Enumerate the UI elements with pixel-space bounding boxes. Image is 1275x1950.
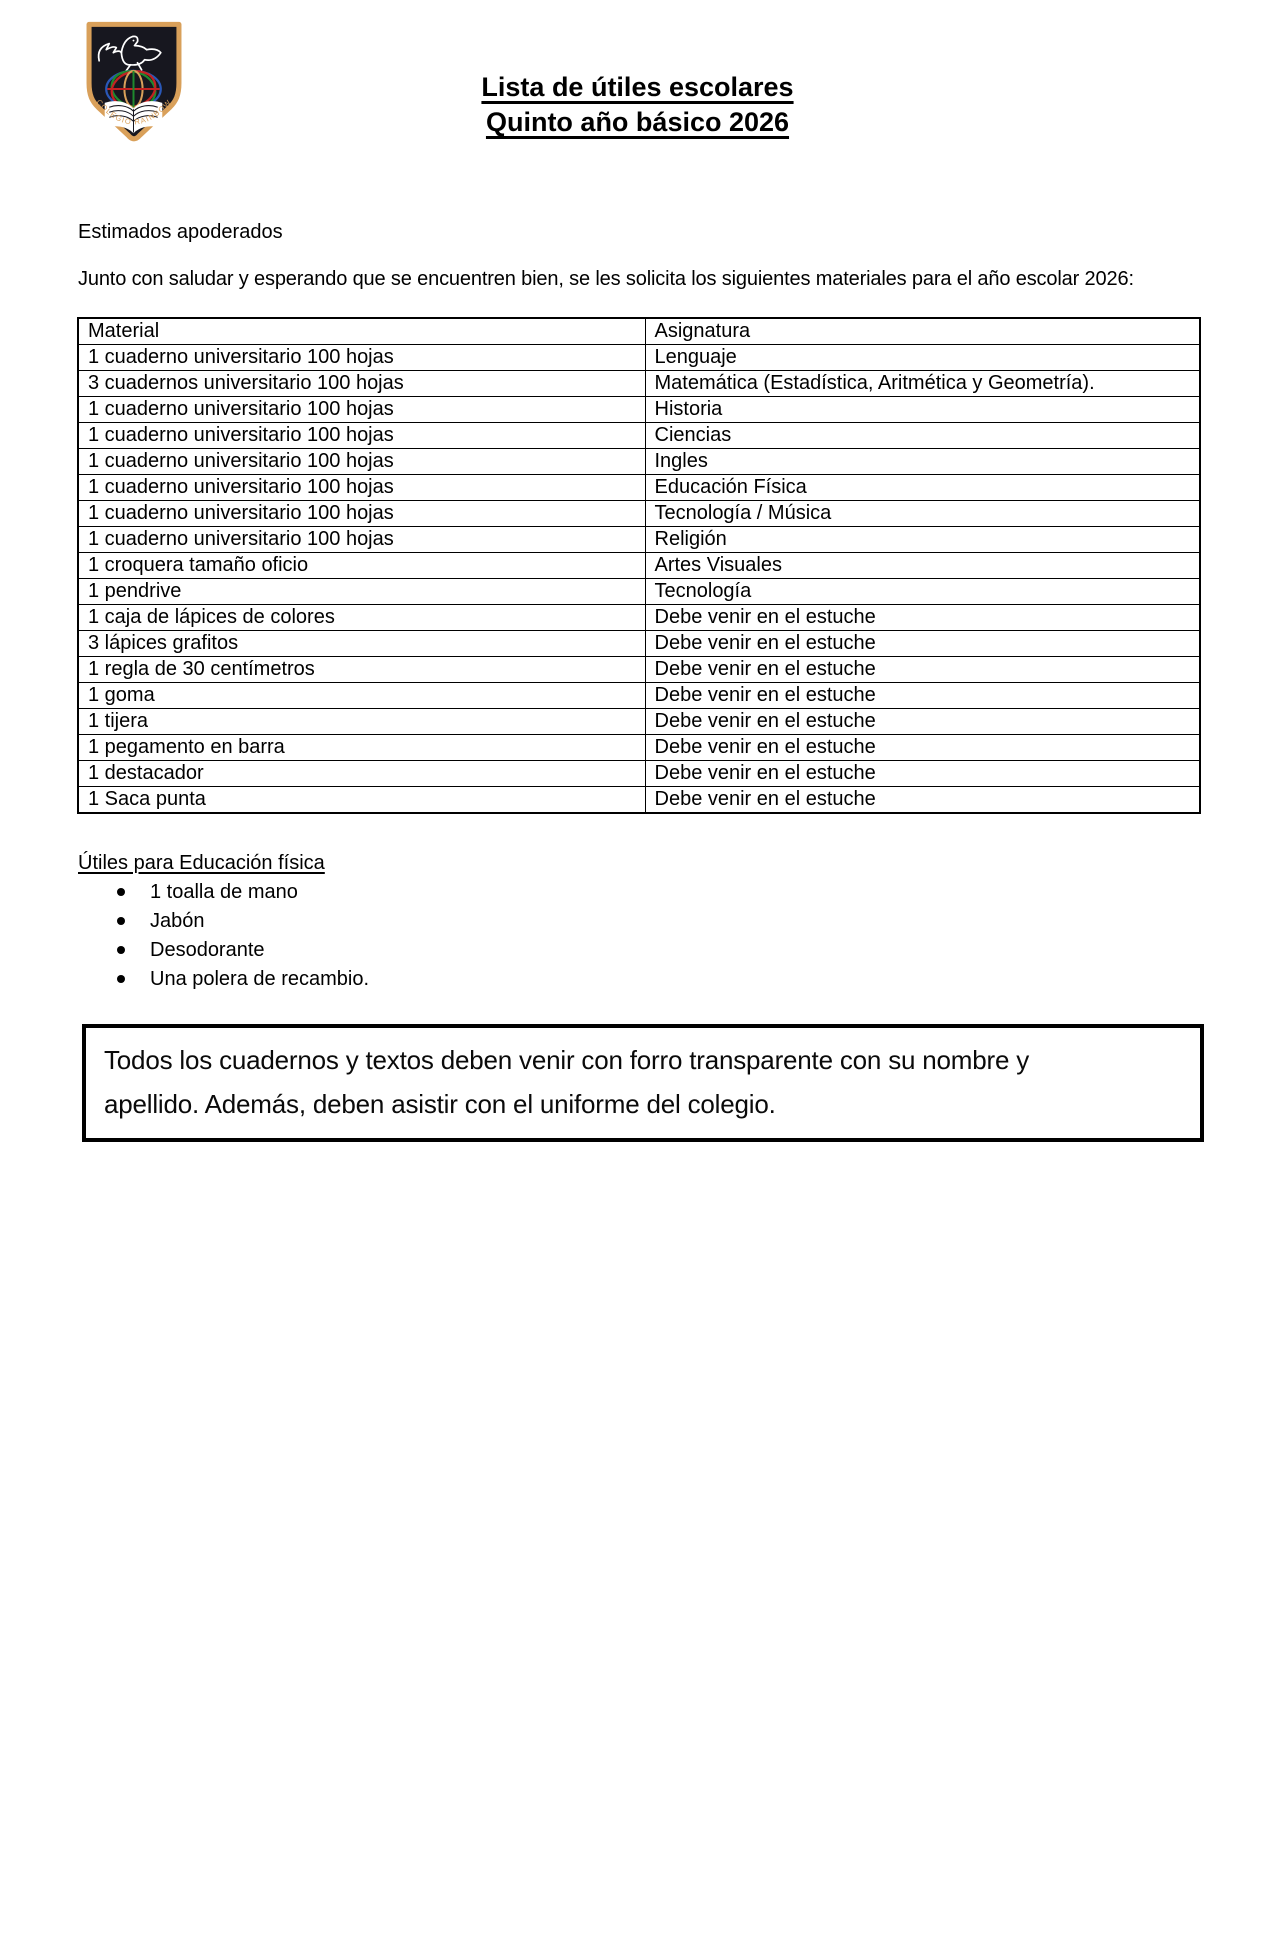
page-title — [0, 70, 1275, 140]
greeting-text: Estimados apoderados — [78, 221, 283, 243]
page-title-line2: Quinto año básico 2026 — [485, 107, 790, 137]
table-row — [78, 475, 1200, 501]
table-cell-material: 1 Saca punta — [78, 787, 645, 814]
table-cell-material: 1 tijera — [78, 709, 645, 735]
table-cell-asignatura: Ciencias — [645, 423, 1200, 449]
table-cell-material: 1 cuaderno universitario 100 hojas — [78, 345, 645, 371]
table-cell-asignatura: Tecnología — [645, 579, 1200, 605]
pe-items-list — [77, 879, 369, 995]
table-cell-asignatura: Debe venir en el estuche — [645, 787, 1200, 814]
table-cell-asignatura: Religión — [645, 527, 1200, 553]
table-cell-material: 1 goma — [78, 683, 645, 709]
table-header-row — [78, 318, 1200, 345]
pe-item-label: Desodorante — [150, 939, 265, 961]
table-row — [78, 761, 1200, 787]
supplies-table — [77, 317, 1201, 814]
table-row — [78, 657, 1200, 683]
table-cell-asignatura: Lenguaje — [645, 345, 1200, 371]
table-row — [78, 735, 1200, 761]
table-row — [78, 345, 1200, 371]
table-cell-asignatura: Historia — [645, 397, 1200, 423]
table-cell-material: 1 cuaderno universitario 100 hojas — [78, 423, 645, 449]
table-row — [78, 553, 1200, 579]
table-cell-asignatura: Debe venir en el estuche — [645, 709, 1200, 735]
table-cell-material: 1 cuaderno universitario 100 hojas — [78, 397, 645, 423]
bullet-icon — [117, 888, 125, 896]
intro-paragraph: Junto con saludar y esperando que se encuentren bien, se les solicita los siguientes materiales para el año escolar 2026: — [78, 268, 1134, 290]
table-cell-asignatura: Debe venir en el estuche — [645, 735, 1200, 761]
table-cell-asignatura: Matemática (Estadística, Aritmética y Geometría). — [645, 371, 1200, 397]
table-row — [78, 709, 1200, 735]
table-cell-material: 1 caja de lápices de colores — [78, 605, 645, 631]
table-header-asignatura: Asignatura — [645, 318, 1200, 345]
table-cell-asignatura: Artes Visuales — [645, 553, 1200, 579]
table-row — [78, 683, 1200, 709]
table-row — [78, 423, 1200, 449]
table-row — [78, 787, 1200, 814]
table-cell-asignatura: Debe venir en el estuche — [645, 605, 1200, 631]
table-cell-asignatura: Debe venir en el estuche — [645, 683, 1200, 709]
pe-item-label: Una polera de recambio. — [150, 968, 370, 990]
bullet-icon — [117, 975, 125, 983]
table-row — [78, 579, 1200, 605]
table-row — [78, 397, 1200, 423]
table-cell-material: 1 cuaderno universitario 100 hojas — [78, 527, 645, 553]
table-row — [78, 527, 1200, 553]
table-cell-asignatura: Ingles — [645, 449, 1200, 475]
notice-line-1: Todos los cuadernos y textos deben venir con forro transparente con su nombre y — [104, 1045, 1030, 1075]
notice-box — [82, 1024, 1204, 1142]
pe-item-label: Jabón — [150, 910, 205, 932]
pe-item — [77, 937, 369, 966]
pe-item — [77, 879, 369, 908]
table-cell-material: 1 pegamento en barra — [78, 735, 645, 761]
table-header-material: Material — [78, 318, 645, 345]
bullet-icon — [117, 917, 125, 925]
table-cell-material: 1 pendrive — [78, 579, 645, 605]
table-cell-material: 3 lápices grafitos — [78, 631, 645, 657]
bullet-icon — [117, 946, 125, 954]
table-cell-asignatura: Debe venir en el estuche — [645, 761, 1200, 787]
table-row — [78, 449, 1200, 475]
table-cell-material: 1 croquera tamaño oficio — [78, 553, 645, 579]
notice-line-2: apellido. Además, deben asistir con el uniforme del colegio. — [104, 1089, 776, 1119]
logo-school-name: COLEGIO RAINBOW — [94, 97, 174, 127]
table-row — [78, 631, 1200, 657]
table-cell-asignatura: Educación Física — [645, 475, 1200, 501]
table-row — [78, 501, 1200, 527]
table-row — [78, 371, 1200, 397]
supplies-table-body — [78, 345, 1200, 814]
pe-section-heading: Útiles para Educación física — [78, 852, 325, 874]
pe-item — [77, 908, 369, 937]
table-cell-material: 3 cuadernos universitario 100 hojas — [78, 371, 645, 397]
table-cell-material: 1 cuaderno universitario 100 hojas — [78, 501, 645, 527]
page-title-line1: Lista de útiles escolares — [481, 72, 794, 102]
pe-item-label: 1 toalla de mano — [150, 881, 298, 903]
table-cell-asignatura: Debe venir en el estuche — [645, 657, 1200, 683]
table-cell-material: 1 destacador — [78, 761, 645, 787]
table-cell-asignatura: Debe venir en el estuche — [645, 631, 1200, 657]
table-cell-asignatura: Tecnología / Música — [645, 501, 1200, 527]
pe-item — [77, 966, 369, 995]
table-row — [78, 605, 1200, 631]
table-cell-material: 1 cuaderno universitario 100 hojas — [78, 475, 645, 501]
table-cell-material: 1 cuaderno universitario 100 hojas — [78, 449, 645, 475]
table-cell-material: 1 regla de 30 centímetros — [78, 657, 645, 683]
